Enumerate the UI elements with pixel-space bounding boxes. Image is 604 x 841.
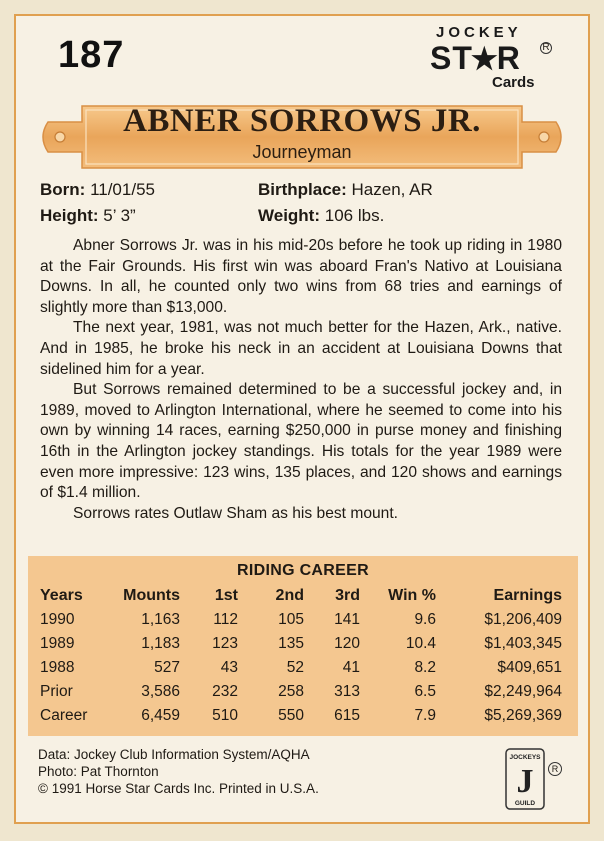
table-row: Prior 3,586 232 258 313 6.5 $2,249,964 — [40, 683, 562, 700]
table-row: 1990 1,163 112 105 141 9.6 $1,206,409 — [40, 611, 562, 628]
header-1st: 1st — [214, 587, 238, 604]
logo-main-text: ST★R — [430, 40, 521, 76]
registered-icon: R — [548, 762, 562, 776]
header-years: Years — [40, 587, 83, 604]
header-3rd: 3rd — [335, 587, 360, 604]
svg-text:JOCKEYS: JOCKEYS — [509, 754, 541, 761]
registered-icon: R — [540, 42, 552, 54]
career-title: RIDING CAREER — [237, 562, 369, 579]
svg-text:GUILD: GUILD — [514, 800, 536, 807]
star-icon: ★ — [470, 43, 499, 76]
table-row: 1988 527 43 52 41 8.2 $409,651 — [40, 659, 562, 676]
card-number: 187 — [58, 34, 125, 76]
data-credit: Data: Jockey Club Information System/AQHA — [38, 747, 310, 762]
bio-paragraph: But Sorrows remained determined to be a successful jockey and, in 1989, moved to Arlington International, where he seemed to come into his own by winning 14 races, earning $250,000 in purse money and finishing 16th in the Arlington jockey standings. His totals for the year 1989 were even more impressive: 123 wins, 135 places, and 120 shows and earnings of $1.4 million. — [40, 381, 562, 502]
header-2nd: 2nd — [275, 587, 304, 604]
table-row: 1989 1,183 123 135 120 10.4 $1,403,345 — [40, 635, 562, 652]
header-win-pct: Win % — [388, 587, 436, 604]
bio-paragraph: Abner Sorrows Jr. was in his mid-20s before he took up riding in 1980 at the Fair Grounds. His first win was aboard Fran's Nativo at Louisiana Downs. In all, he counted only two wins from 68 tries and earnings of slightly more than $13,000. — [40, 237, 562, 316]
player-role: Journeyman — [252, 142, 352, 162]
biography — [40, 236, 562, 524]
career-stats — [38, 584, 568, 728]
birthplace-fact: Birthplace: Hazen, AR — [258, 180, 433, 199]
player-name: ABNER SORROWS JR. — [123, 103, 481, 139]
credits — [38, 746, 319, 797]
name-banner — [38, 98, 566, 176]
born-fact: Born: 11/01/55 — [40, 180, 155, 199]
riding-career-table — [28, 556, 578, 736]
copyright: © 1991 Horse Star Cards Inc. Printed in U.S.A. — [38, 781, 319, 796]
photo-credit: Photo: Pat Thornton — [38, 764, 159, 779]
table-header-row — [38, 584, 568, 608]
logo-top-text: JOCKEY — [436, 24, 522, 41]
bio-paragraph: The next year, 1981, was not much better for the Hazen, Ark., native. And in 1985, he broke his neck in an accident at Louisiana Downs that sidelined him for a year. — [40, 319, 562, 378]
logo-bottom-text: Cards — [492, 74, 535, 91]
jockeys-guild-logo-icon — [505, 748, 545, 810]
weight-fact: Weight: 106 lbs. — [258, 206, 385, 225]
svg-text:J: J — [516, 763, 534, 800]
table-row: Career 6,459 510 550 615 7.9 $5,269,369 — [40, 707, 562, 724]
height-fact: Height: 5’ 3” — [40, 206, 136, 225]
header-earnings: Earnings — [493, 587, 562, 604]
bio-paragraph: Sorrows rates Outlaw Sham as his best mount. — [73, 504, 399, 522]
jockey-star-logo — [430, 24, 560, 94]
header-mounts: Mounts — [123, 587, 180, 604]
